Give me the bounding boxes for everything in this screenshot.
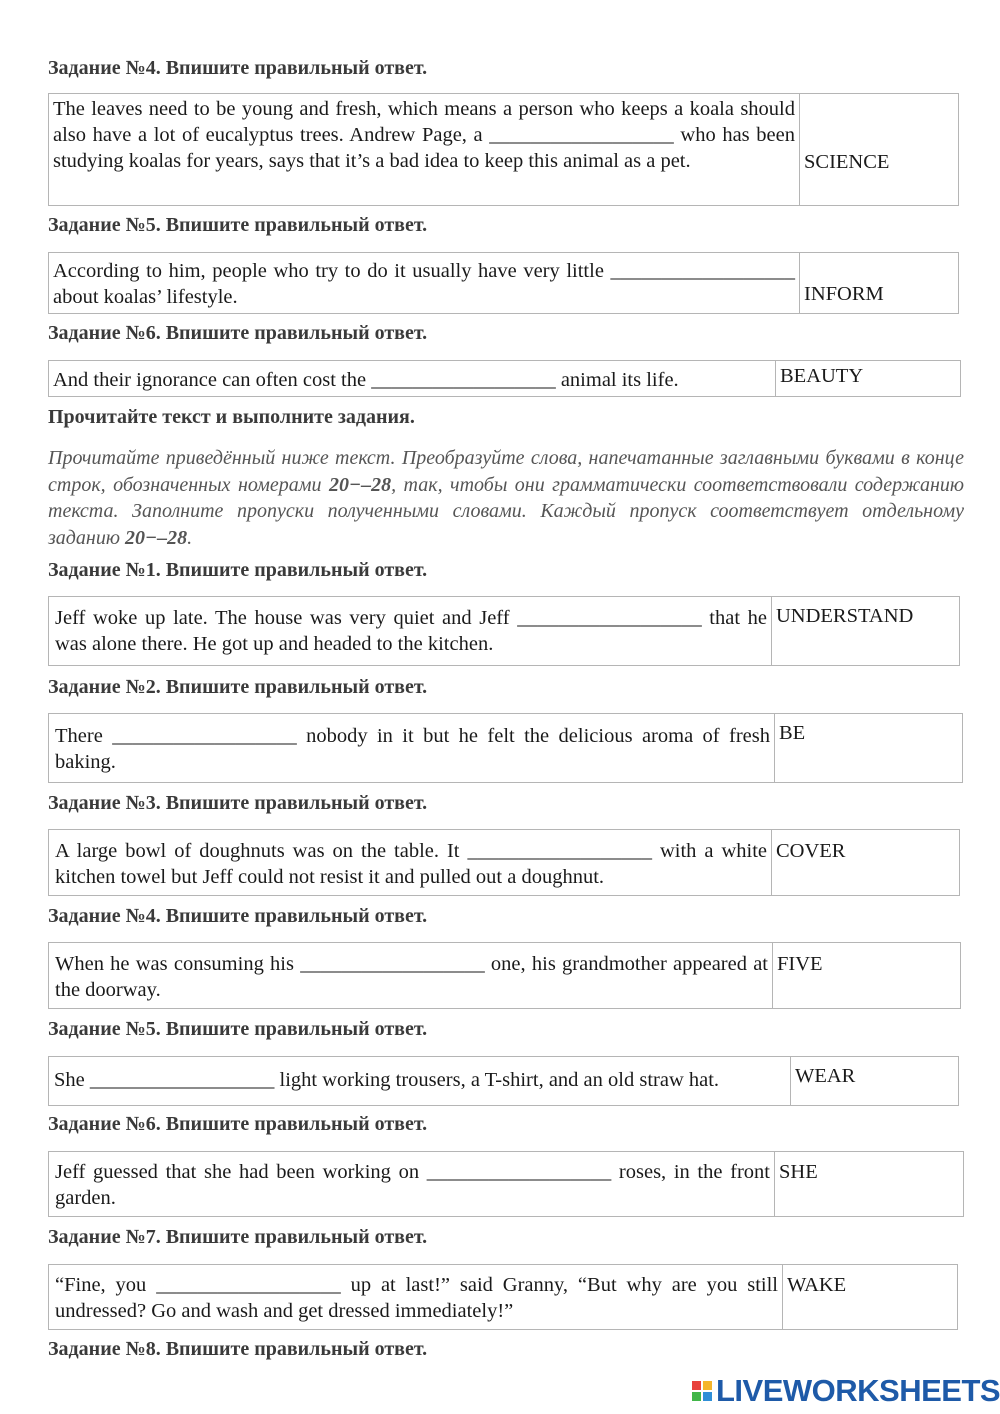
task-box bbox=[48, 252, 959, 314]
task-sentence: Jeff guessed that she had been working on __________________ roses, in the front garden. bbox=[49, 1152, 775, 1216]
base-word: SCIENCE bbox=[804, 151, 890, 173]
task-box bbox=[48, 596, 960, 666]
task-box bbox=[48, 829, 960, 896]
task-heading: Задание №8. Впишите правильный ответ. bbox=[48, 1338, 428, 1360]
answer-blank[interactable]: __________________ bbox=[371, 369, 556, 391]
logo-text: LIVEWORKSHEETS bbox=[716, 1373, 1000, 1408]
task-heading: Задание №1. Впишите правильный ответ. bbox=[48, 559, 428, 581]
task-sentence: When he was consuming his __________________ one, his grandmother appeared at the doorway. bbox=[49, 943, 773, 1008]
task-sentence: Jeff woke up late. The house was very quiet and Jeff __________________ that he was alone there. He got up and headed to the kitchen. bbox=[49, 597, 772, 665]
task-heading: Задание №6. Впишите правильный ответ. bbox=[48, 1113, 428, 1135]
task-heading: Задание №3. Впишите правильный ответ. bbox=[48, 792, 428, 814]
answer-blank[interactable]: __________________ bbox=[467, 840, 652, 862]
task-heading: Задание №6. Впишите правильный ответ. bbox=[48, 322, 428, 344]
task-heading: Задание №7. Впишите правильный ответ. bbox=[48, 1226, 428, 1248]
task-box bbox=[48, 1151, 964, 1217]
answer-blank[interactable]: __________________ bbox=[517, 607, 702, 629]
task-box bbox=[48, 360, 961, 397]
answer-blank[interactable]: __________________ bbox=[489, 124, 674, 146]
base-word: COVER bbox=[776, 840, 846, 862]
task-sentence: According to him, people who try to do it usually have very little __________________ about koalas’ lifestyle. bbox=[49, 253, 800, 313]
task-sentence: And their ignorance can often cost the __________________ animal its life. bbox=[49, 361, 776, 396]
base-word: UNDERSTAND bbox=[776, 605, 914, 627]
base-word: WAKE bbox=[787, 1274, 847, 1296]
answer-blank[interactable]: __________________ bbox=[156, 1274, 341, 1296]
section-heading: Прочитайте текст и выполните задания. bbox=[48, 406, 415, 428]
task-sentence: The leaves need to be young and fresh, which means a person who keeps a koala should also have a lot of eucalyptus trees. Andrew Page, a __________________ who has been studying koalas for years, says that it’s a bad idea to keep this animal as a pet. bbox=[49, 94, 800, 205]
base-word: FIVE bbox=[777, 953, 823, 975]
answer-blank[interactable]: __________________ bbox=[300, 953, 485, 975]
task-heading: Задание №4. Впишите правильный ответ. bbox=[48, 57, 428, 79]
task-sentence: “Fine, you __________________ up at last!” said Granny, “But why are you still undressed? Go and wash and get dressed immediately!” bbox=[49, 1265, 783, 1329]
task-heading: Задание №5. Впишите правильный ответ. bbox=[48, 214, 428, 236]
liveworksheets-logo-icon bbox=[692, 1381, 712, 1401]
task-heading: Задание №5. Впишите правильный ответ. bbox=[48, 1018, 428, 1040]
base-word: WEAR bbox=[795, 1065, 856, 1087]
task-heading: Задание №4. Впишите правильный ответ. bbox=[48, 905, 428, 927]
answer-blank[interactable]: __________________ bbox=[89, 1069, 275, 1091]
task-sentence: A large bowl of doughnuts was on the table. It __________________ with a white kitchen towel but Jeff could not resist it and pulled out a doughnut. bbox=[49, 830, 772, 895]
answer-blank[interactable]: __________________ bbox=[610, 260, 795, 282]
task-heading: Задание №2. Впишите правильный ответ. bbox=[48, 676, 428, 698]
task-box bbox=[48, 1056, 959, 1106]
liveworksheets-logo[interactable] bbox=[692, 1374, 1000, 1408]
task-box bbox=[48, 713, 963, 783]
base-word: SHE bbox=[779, 1161, 818, 1183]
answer-blank[interactable]: __________________ bbox=[426, 1161, 612, 1183]
instructions-text: Прочитайте приведённый ниже текст. Преобразуйте слова, напечатанные заглавными буквами в конце строк, обозначенных номерами 20−–28, так, чтобы они грамматически соответствовали содержанию текста. Заполните пропуски полученными словами. Каждый пропуск соответствует отдельному заданию 20−–28. bbox=[48, 447, 964, 549]
task-sentence: She __________________ light working trousers, a T-shirt, and an old straw hat. bbox=[49, 1057, 791, 1105]
base-word: BEAUTY bbox=[780, 365, 864, 387]
base-word: BE bbox=[779, 722, 806, 744]
base-word: INFORM bbox=[804, 283, 884, 305]
task-box bbox=[48, 93, 959, 206]
answer-blank[interactable]: __________________ bbox=[112, 725, 297, 747]
task-box bbox=[48, 1264, 958, 1330]
task-sentence: There __________________ nobody in it but he felt the delicious aroma of fresh baking. bbox=[49, 714, 775, 782]
task-box bbox=[48, 942, 961, 1009]
